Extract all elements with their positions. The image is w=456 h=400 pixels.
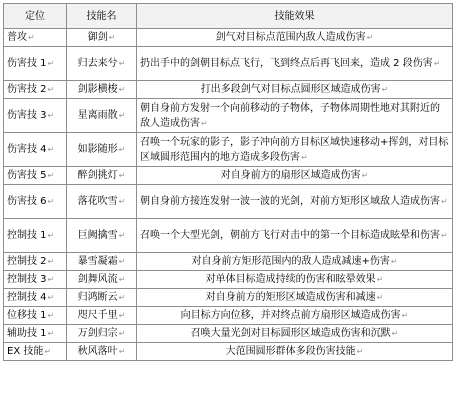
- paragraph-mark-icon: ↵: [301, 152, 308, 162]
- cell-skill-name: 归去来兮↵: [67, 47, 137, 81]
- paragraph-mark-icon: ↵: [47, 275, 55, 284]
- paragraph-mark-icon: ↵: [47, 293, 55, 302]
- paragraph-mark-icon: ↵: [391, 329, 399, 338]
- cell-skill-name: 暴雪凝霜↵: [67, 253, 137, 271]
- cell-skill-effect: 剑气对目标点范围内敌人造成伤害↵: [137, 29, 453, 47]
- cell-skill-effect: 对自身前方矩形范围内的敌人造成减速+伤害↵: [137, 253, 453, 271]
- paragraph-mark-icon: ↵: [118, 257, 126, 266]
- table-row: [4, 29, 453, 47]
- paragraph-mark-icon: ↵: [118, 347, 126, 356]
- paragraph-mark-icon: ↵: [47, 257, 55, 266]
- cell-skill-name: 醉剑挑灯↵: [67, 167, 137, 185]
- table-row: [4, 307, 453, 325]
- paragraph-mark-icon: ↵: [361, 171, 369, 180]
- paragraph-mark-icon: ↵: [356, 347, 364, 356]
- table-row: [4, 47, 453, 81]
- paragraph-mark-icon: ↵: [118, 197, 126, 206]
- cell-position: 伤害技 2↵: [4, 81, 67, 99]
- cell-position: 伤害技 3↵: [4, 99, 67, 133]
- cell-position: 伤害技 4↵: [4, 133, 67, 167]
- cell-position: 控制技 2↵: [4, 253, 67, 271]
- cell-skill-effect: 对自身前方的扇形区域造成伤害↵: [137, 167, 453, 185]
- paragraph-mark-icon: ↵: [118, 145, 126, 154]
- table-row: [4, 271, 453, 289]
- table-row: [4, 343, 453, 361]
- cell-skill-name: 咫尺千里↵: [67, 307, 137, 325]
- cell-position: 伤害技 6↵: [4, 185, 67, 219]
- paragraph-mark-icon: ↵: [118, 293, 126, 302]
- table-row: [4, 81, 453, 99]
- paragraph-mark-icon: ↵: [28, 33, 35, 42]
- paragraph-mark-icon: ↵: [118, 329, 126, 338]
- table-row: [4, 99, 453, 133]
- cell-skill-name: 御剑↵: [67, 29, 137, 47]
- cell-skill-effect: 朝自身前方发射一个向前移动的子物体，子物体周期性地对其附近的敌人造成伤害↵: [137, 99, 453, 133]
- cell-skill-effect: 朝自身前方接连发射一波一波的光剑，对前方矩形区域敌人造成伤害↵: [137, 185, 453, 219]
- paragraph-mark-icon: ↵: [441, 197, 448, 206]
- paragraph-mark-icon: ↵: [118, 171, 126, 180]
- cell-skill-name: 万剑归宗↵: [67, 325, 137, 343]
- cell-skill-effect: 大范围圆形群体多段伤害技能↵: [137, 343, 453, 361]
- header-position: 定位: [4, 4, 67, 29]
- paragraph-mark-icon: ↵: [433, 59, 441, 68]
- cell-position: 伤害技 5↵: [4, 167, 67, 185]
- cell-position: 控制技 4↵: [4, 289, 67, 307]
- paragraph-mark-icon: ↵: [401, 311, 409, 320]
- cell-skill-effect: 召唤一个玩家的影子，影子冲向前方目标区域快速移动+挥剑，对目标区域圆形范围内的地方造成多段伤害↵: [137, 133, 453, 167]
- paragraph-mark-icon: ↵: [47, 171, 55, 180]
- table-row: [4, 289, 453, 307]
- cell-position: EX 技能↵: [4, 343, 67, 361]
- paragraph-mark-icon: ↵: [47, 145, 55, 154]
- paragraph-mark-icon: ↵: [118, 85, 126, 94]
- paragraph-mark-icon: ↵: [366, 33, 374, 42]
- table-header: [4, 4, 453, 29]
- cell-skill-effect: 召唤大量光剑对目标圆形区域造成伤害和沉默↵: [137, 325, 453, 343]
- cell-position: 控制技 1↵: [4, 219, 67, 253]
- table-row: [4, 167, 453, 185]
- cell-skill-name: 秋风落叶↵: [67, 343, 137, 361]
- paragraph-mark-icon: ↵: [47, 231, 55, 240]
- cell-skill-name: 如影随形↵: [67, 133, 137, 167]
- paragraph-mark-icon: ↵: [47, 329, 55, 338]
- paragraph-mark-icon: ↵: [118, 111, 126, 120]
- cell-skill-name: 星离雨散↵: [67, 99, 137, 133]
- paragraph-mark-icon: ↵: [381, 85, 389, 94]
- cell-skill-effect: 对单体目标造成持续的伤害和眩晕效果↵: [137, 271, 453, 289]
- cell-position: 辅助技 1↵: [4, 325, 67, 343]
- header-skill-name: 技能名: [67, 4, 137, 29]
- cell-skill-name: 落花吹雪↵: [67, 185, 137, 219]
- paragraph-mark-icon: ↵: [376, 293, 384, 302]
- cell-skill-effect: 召唤一个大型光剑，朝前方飞行对击中的第一个目标造成眩晕和伤害↵: [137, 219, 453, 253]
- cell-position: 位移技 1↵: [4, 307, 67, 325]
- cell-skill-effect: 扔出手中的剑朝目标点飞行，飞到终点后再飞回来，造成 2 段伤害↵: [137, 47, 453, 81]
- cell-skill-name: 归鸿断云↵: [67, 289, 137, 307]
- paragraph-mark-icon: ↵: [44, 347, 52, 356]
- cell-skill-effect: 对自身前方的矩形区域造成伤害和减速↵: [137, 289, 453, 307]
- table-body: [4, 29, 453, 361]
- cell-skill-effect: 打出多段剑气对目标点圆形区域造成伤害↵: [137, 81, 453, 99]
- table-row: [4, 253, 453, 271]
- paragraph-mark-icon: ↵: [118, 231, 126, 240]
- cell-skill-name: 剑舞风流↵: [67, 271, 137, 289]
- paragraph-mark-icon: ↵: [118, 59, 126, 68]
- cell-skill-name: 剑影横梭↵: [67, 81, 137, 99]
- table-row: [4, 219, 453, 253]
- paragraph-mark-icon: ↵: [47, 59, 55, 68]
- paragraph-mark-icon: ↵: [47, 111, 55, 120]
- paragraph-mark-icon: ↵: [201, 118, 208, 128]
- cell-skill-effect: 向目标方向位移，并对终点前方扇形区域造成伤害↵: [137, 307, 453, 325]
- paragraph-mark-icon: ↵: [108, 33, 116, 42]
- paragraph-mark-icon: ↵: [47, 311, 55, 320]
- paragraph-mark-icon: ↵: [441, 231, 448, 240]
- paragraph-mark-icon: ↵: [390, 257, 398, 266]
- paragraph-mark-icon: ↵: [47, 197, 55, 206]
- cell-position: 普攻↵: [4, 29, 67, 47]
- paragraph-mark-icon: ↵: [118, 311, 126, 320]
- table-row: [4, 325, 453, 343]
- paragraph-mark-icon: ↵: [376, 275, 384, 284]
- cell-skill-name: 巨阙擒雪↵: [67, 219, 137, 253]
- header-row: [4, 4, 453, 29]
- paragraph-mark-icon: ↵: [47, 85, 55, 94]
- header-skill-effect: 技能效果: [137, 4, 453, 29]
- table-row: [4, 185, 453, 219]
- skill-table: [3, 3, 453, 361]
- table-row: [4, 133, 453, 167]
- cell-position: 伤害技 1↵: [4, 47, 67, 81]
- cell-position: 控制技 3↵: [4, 271, 67, 289]
- paragraph-mark-icon: ↵: [118, 275, 126, 284]
